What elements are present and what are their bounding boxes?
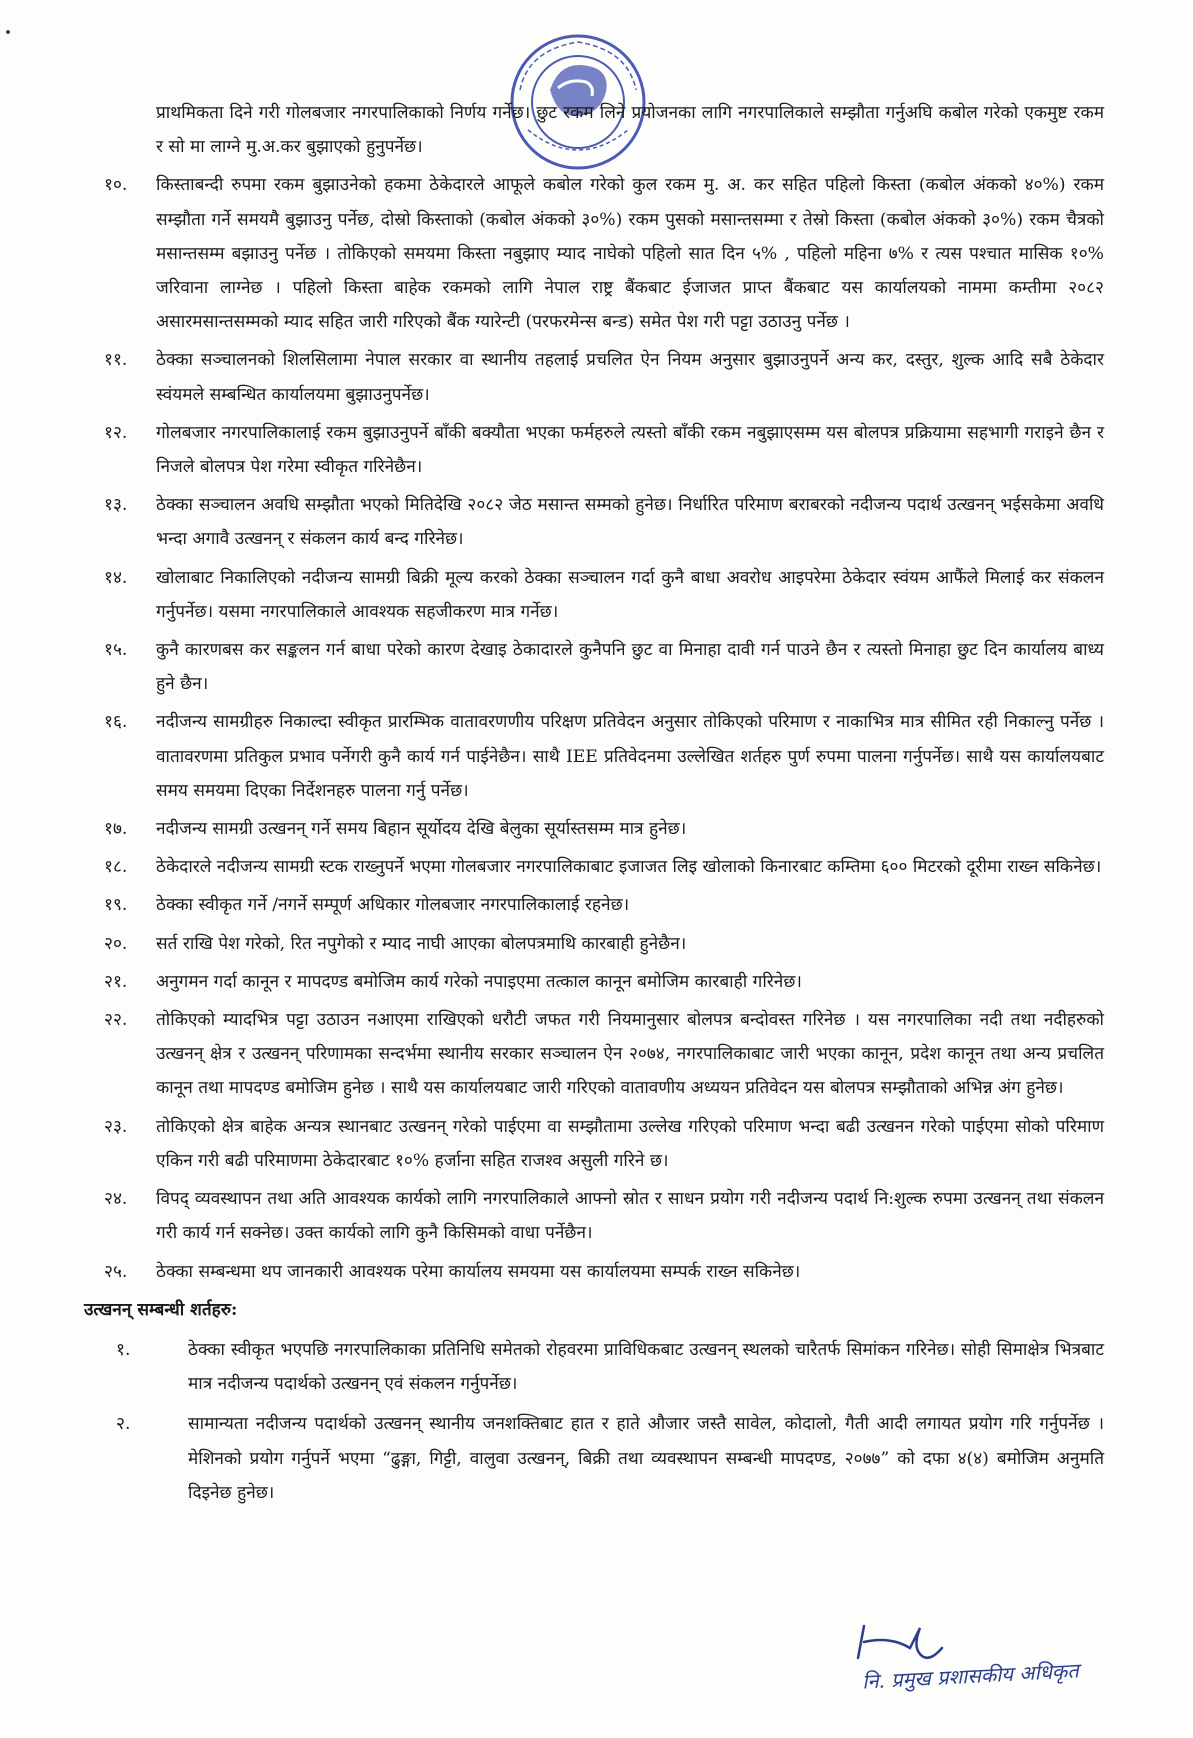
item-number: १५. — [104, 640, 128, 661]
item-number: १६. — [104, 712, 128, 733]
item-text: विपद् व्यवस्थापन तथा अति आवश्यक कार्यको लागि नगरपालिकाले आफ्नो स्रोत र साधन प्रयोग गरी नदीजन्य पदार्थ नि:शुल्क रुपमा उत्खनन् तथा संकलन गरी कार्य गर्न सक्नेछ। उक्त कार्यको लागि कुनै किसिमको वाधा पर्नेछैन। — [156, 1189, 1104, 1244]
item-number: २१. — [104, 971, 128, 992]
item-text: कुनै कारणबस कर सङ्कलन गर्न बाधा परेको कारण देखाइ ठेकादारले कुनैपनि छुट वा मिनाहा दावी गर्न पाउने छैन र त्यस्तो मिनाहा छुट दिन कार्यालय बाध्य हुने छैन। — [156, 640, 1104, 695]
item-number: २३. — [104, 1116, 128, 1137]
item-text: नदीजन्य सामग्री उत्खनन् गर्ने समय बिहान सूर्योदय देखि बेलुका सूर्यास्तसम्म मात्र हुनेछ। — [156, 819, 687, 840]
section-heading: उत्खनन् सम्बन्धी शर्तहरु: — [84, 1299, 238, 1320]
item-number: ११. — [104, 350, 128, 371]
scan-speck — [6, 30, 10, 34]
item-number: १४. — [104, 567, 128, 588]
item-number: २२. — [104, 1010, 128, 1031]
excavation-terms-list — [104, 1333, 1104, 1510]
term-item — [104, 343, 1104, 411]
term-item — [104, 705, 1104, 808]
item-number: १७. — [104, 819, 128, 840]
item-number: १२. — [104, 422, 128, 443]
item-text: ठेक्का स्वीकृत भएपछि नगरपालिकाका प्रतिनिधि समेतको रोहवरमा प्राविधिकबाट उत्खनन् स्थलको चारैतर्फ सिमांकन गरिनेछ। सोही सिमाक्षेत्र भित्रबाट मात्र नदीजन्य पदार्थको उत्खनन् एवं संकलन गर्नुपर्नेछ। — [188, 1339, 1104, 1395]
item-text: सर्त राखि पेश गरेको, रित नपुगेको र म्याद नाघी आएका बोलपत्रमाथि कारबाही हुनेछैन। — [156, 933, 687, 954]
excavation-term-item — [104, 1333, 1104, 1401]
term-item — [104, 561, 1104, 629]
item-number: १८. — [104, 857, 128, 878]
term-item — [104, 850, 1104, 884]
item-number: १३. — [104, 495, 128, 516]
item-text: खोलाबाट निकालिएको नदीजन्य सामग्री बिक्री मूल्य करको ठेक्का सञ्चालन गर्दा कुनै बाधा अवरोध आइपरेमा ठेकेदार स्वंयम आफैंले मिलाई कर संकलन गर्नुपर्नेछ। यसमा नगरपालिकाले आवश्यक सहजीकरण मात्र गर्नेछ। — [156, 567, 1104, 622]
item-number: १९. — [104, 895, 128, 916]
document-body — [84, 96, 1104, 1516]
item-number: २४. — [104, 1189, 128, 1210]
term-item — [104, 888, 1104, 922]
item-number: १०. — [104, 175, 128, 196]
term-item — [104, 965, 1104, 999]
item-text: नदीजन्य सामग्रीहरु निकाल्दा स्वीकृत प्रारम्भिक वातावरणणीय परिक्षण प्रतिवेदन अनुसार तोकिएको परिमाण र नाकाभित्र मात्र सीमित रही निकाल्नु पर्नेछ । वातावरणमा प्रतिकुल प्रभाव पर्नेगरी कुनै कार्य गर्न पाईनेछैन। साथै IEE प्रतिवेदनमा उल्लेखित शर्तहरु पुर्ण रुपमा पालना गर्नुपर्नेछ। साथै यस कार्यालयबाट समय समयमा दिएका निर्देशनहरु पालना गर्नु पर्नेछ। — [156, 712, 1104, 801]
item-number: २. — [116, 1414, 131, 1435]
item-text: सामान्यता नदीजन्य पदार्थको उत्खनन् स्थानीय जनशक्तिबाट हात र हाते औजार जस्तै सावेल, कोदालो, गैती आदी लगायत प्रयोग गरि गर्नुपर्नेछ । मेशिनको प्रयोग गर्नुपर्ने भएमा “ढुङ्गा, गिट्टी, वालुवा उत्खनन्, बिक्री तथा व्यवस्थापन सम्बन्धी मापदण्ड, २०७७” को दफा ४(४) बमोजिम अनुमति दिइनेछ हुनेछ। — [188, 1414, 1104, 1503]
item-text: अनुगमन गर्दा कानून र मापदण्ड बमोजिम कार्य गरेको नपाइएमा तत्काल कानून बमोजिम कारबाही गरिनेछ। — [156, 971, 802, 992]
term-item — [104, 488, 1104, 556]
item-number: १. — [116, 1339, 131, 1360]
term-item — [104, 812, 1104, 846]
term-item — [104, 633, 1104, 701]
item-text: ठेक्का स्वीकृत गर्ने /नगर्ने सम्पूर्ण अधिकार गोलबजार नगरपालिकालाई रहनेछ। — [156, 895, 630, 916]
item-text: ठेक्का सञ्चालन अवधि सम्झौता भएको मितिदेखि २०८२ जेठ मसान्त सम्मको हुनेछ। निर्धारित परिमाण बराबरको नदीजन्य पदार्थ उत्खनन् भईसकेमा अवधि भन्दा अगावै उत्खनन् र संकलन कार्य बन्द गरिनेछ। — [156, 495, 1104, 550]
term-item — [104, 1182, 1104, 1250]
term-item — [104, 1110, 1104, 1178]
terms-list — [104, 168, 1104, 1288]
continued-paragraph: प्राथमिकता दिने गरी गोलबजार नगरपालिकाको निर्णय गर्नेछ। छुट रकम लिने प्रयोजनका लागि नगरपालिकाले सम्झौता गर्नुअघि कबोल गरेको एकमुष्ट रकम र सो मा लाग्ने मु.अ.कर बुझाएको हुनुपर्नेछ। — [156, 103, 1104, 158]
item-text: गोलबजार नगरपालिकालाई रकम बुझाउनुपर्ने बाँकी बक्यौता भएका फर्महरुले त्यस्तो बाँकी रकम नबुझाएसम्म यस बोलपत्र प्रक्रियामा सहभागी गराइने छैन र निजले बोलपत्र पेश गरेमा स्वीकृत गरिनेछैन। — [156, 422, 1104, 478]
term-item — [104, 416, 1104, 484]
item-number: २०. — [104, 933, 128, 954]
term-item — [104, 168, 1104, 339]
term-item — [104, 927, 1104, 961]
item-text: ठेक्का सम्बन्धमा थप जानकारी आवश्यक परेमा कार्यालय समयमा यस कार्यालयमा सम्पर्क राख्न सकिनेछ। — [156, 1261, 801, 1282]
signatory-title: नि. प्रमुख प्रशासकीय अधिकृत — [861, 1658, 1080, 1694]
item-text: ठेक्का सञ्चालनको शिलसिलामा नेपाल सरकार वा स्थानीय तहलाई प्रचलित ऐन नियम अनुसार बुझाउनुपर्ने अन्य कर, दस्तुर, शुल्क आदि सबै ठेकेदार स्वंयमले सम्बन्धित कार्यालयमा बुझाउनुपर्नेछ। — [156, 350, 1104, 405]
item-number: २५. — [104, 1261, 128, 1282]
item-text: तोकिएको क्षेत्र बाहेक अन्यत्र स्थानबाट उत्खनन् गरेको पाईएमा वा सम्झौतामा उल्लेख गरिएको परिमाण भन्दा बढी उत्खनन गरेको पाईएमा सोको परिमाण एकिन गरी बढी परिमाणमा ठेकेदारबाट १०% हर्जाना सहित राजश्व असुली गरिने छ। — [156, 1116, 1104, 1171]
excavation-term-item — [104, 1407, 1104, 1510]
item-text: किस्ताबन्दी रुपमा रकम बुझाउनेको हकमा ठेकेदारले आफूले कबोल गरेको कुल रकम मु. अ. कर सहित पहिलो किस्ता (कबोल अंकको ४०%) रकम सम्झौता गर्ने समयमै बुझाउनु पर्नेछ, दोस्रो किस्ताको (कबोल अंकको ३०%) रकम पुसको मसान्तसम्मा र तेस्रो किस्ता (कबोल अंकको ३०%) रकम चैत्रको मसान्तसम्म बझाउनु पर्नेछ । तोकिएको समयमा किस्ता नबुझाए म्याद नाघेको पहिलो सात दिन ५% , पहिलो महिना ७% र त्यस पश्चात मासिक १०% जरिवाना लाग्नेछ । पहिलो किस्ता बाहेक रकमको लागि नेपाल राष्ट्र बैंकबाट ईजाजत प्राप्त बैंकबाट यस कार्यालयको नाममा कम्तीमा २०८२ असारमसान्तसम्मको म्याद सहित जारी गरिएको बैंक ग्यारेन्टी (परफरमेन्स बन्ड) समेत पेश गरी पट्टा उठाउनु पर्नेछ । — [156, 175, 1104, 333]
term-item — [104, 1003, 1104, 1106]
item-text: ठेकेदारले नदीजन्य सामग्री स्टक राख्नुपर्ने भएमा गोलबजार नगरपालिकाबाट इजाजत लिइ खोलाको किनारबाट कम्तिमा ६०० मिटरको दूरीमा राख्न सकिनेछ। — [156, 857, 1102, 878]
item-text: तोकिएको म्यादभित्र पट्टा उठाउन नआएमा राखिएको धरौटी जफत गरी नियमानुसार बोलपत्र बन्दोवस्त गरिनेछ । यस नगरपालिका नदी तथा नदीहरुको उत्खनन् क्षेत्र र उत्खनन् परिणामका सन्दर्भमा स्थानीय सरकार सञ्चालन ऐन २०७४, नगरपालिकाबाट जारी भएका कानून, प्रदेश कानून तथा अन्य प्रचलित कानून तथा मापदण्ड बमोजिम हुनेछ । साथै यस कार्यालयबाट जारी गरिएको वातावणीय अध्ययन प्रतिवेदन यस बोलपत्र सम्झौताको अभिन्न अंग हुनेछ। — [156, 1010, 1104, 1099]
term-item — [104, 1255, 1104, 1289]
